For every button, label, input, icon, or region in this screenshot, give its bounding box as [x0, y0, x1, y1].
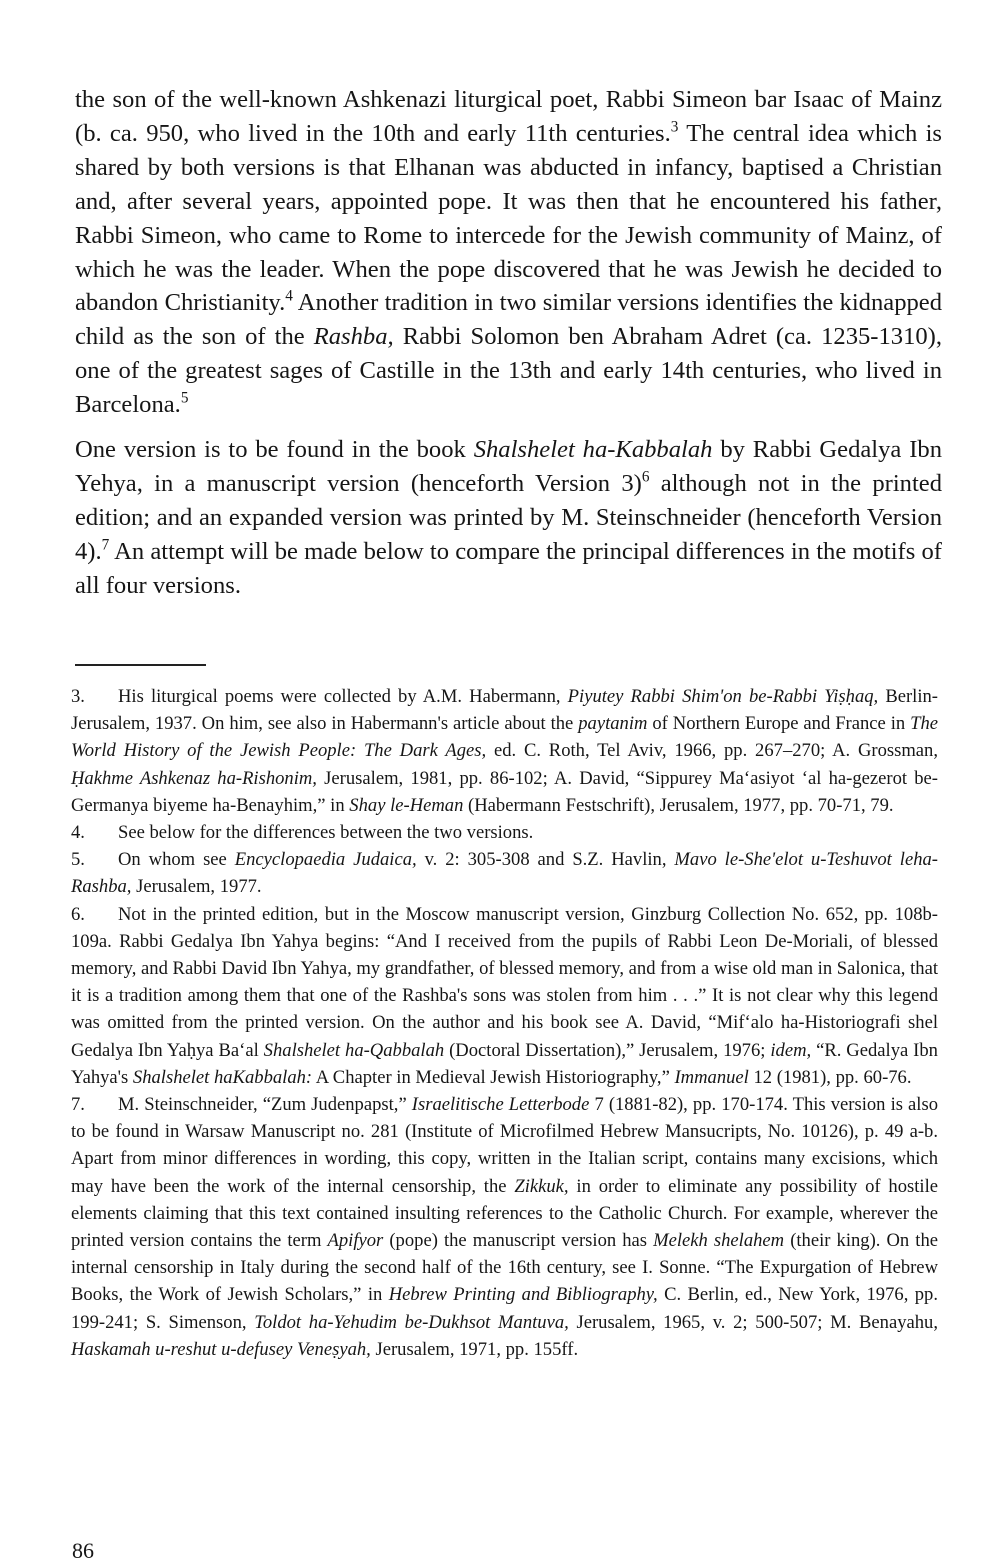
footnote-3: 3. His liturgical poems were collected by A.M. Habermann, Piyutey Rabbi Shim'on be-Rabbi Yiṣḥaq, Berlin-Jerusalem, 1937. On him, see also in Habermann's article about the paytanim of Northern Europe and France in The World History of the Jewish People: The Dark Ages, ed. C. Roth, Tel Aviv, 1966, pp. 267–270; A. Grossman, Ḥakhme Ashkenaz ha-Rishonim, Jerusalem, 1981, pp. 86-102; A. David, “Sippurey Ma‘asiyot ‘al ha-gezerot be-Germanya biyeme ha-Benayhim,” in Shay le-Heman (Habermann Festschrift), Jerusalem, 1977, pp. 70-71, 79.	[71, 686, 939, 816]
footnote-separator	[75, 664, 206, 666]
main-text	[75, 83, 942, 603]
footnote-4: 4. See below for the differences between the two versions.	[71, 822, 534, 844]
footnote-5: 5. On whom see Encyclopaedia Judaica, v. 2: 305-308 and S.Z. Havlin, Mavo le-She'elot u-Teshuvot leha-Rashba, Jerusalem, 1977.	[71, 849, 938, 898]
paragraph-2: One version is to be found in the book Shalshelet ha-Kabbalah by Rabbi Gedalya Ibn Yehya, in a manuscript version (henceforth Version 3)$^6$ although not in the printed edition; and an expanded version was printed by M. Steinschneider (henceforth Version 4).$^7$ An attempt will be made below to compare the principal differences in the motifs of all four versions.	[75, 436, 943, 599]
footnote-7: 7. M. Steinschneider, “Zum Judenpapst,” Israelitische Letterbode 7 (1881-82), pp. 170-174. This version is also to be found in Warsaw Manuscript no. 281 (Institute of Microfilmed Hebrew Mansucripts, No. 10126), p. 49 a-b. Apart from minor differences in wording, this copy, written in the Italian script, contains many excisions, which may have been the work of the internal censorship, the Zikkuk, in order to eliminate any possibility of hostile elements claiming that this text contained insulting references to the Catholic Church. For example, wherever the printed version contains the term Apifyor (pope) the manuscript version has Melekh shelahem (their king). On the internal censorship in Italy during the second half of the 16th century, see I. Sonne. “The Expurgation of Hebrew Books, the Work of Jewish Scholars,” in Hebrew Printing and Bibliography, C. Berlin, ed., New York, 1976, pp. 199-241; S. Simenson, Toldot ha-Yehudim be-Dukhsot Mantuva, Jerusalem, 1965, v. 2; 500-507; M. Benayahu, Haskamah u-reshut u-defusey Veneṣyah, Jerusalem, 1971, pp. 155ff.	[71, 1094, 939, 1360]
paragraph-1: the son of the well-known Ashkenazi liturgical poet, Rabbi Simeon bar Isaac of Mainz (b. ca. 950, who lived in the 10th and early 11th centuries.$^3$ The central idea which is shared by both versions is that Elhanan was abducted in infancy, baptised a Christian and, after several years, appointed pope. It was then that he encountered his father, Rabbi Simeon, who came to Rome to intercede for the Jewish community of Mainz, of which he was the leader. When the pope discovered that he was Jewish he decided to abandon Christianity.$^4$ Another tradition in two similar versions identifies the kidnapped child as the son of the Rashba, Rabbi Solomon ben Abraham Adret (ca. 1235-1310), one of the greatest sages of Castille in the 13th and early 14th centuries, who lived in Barcelona.$^5$	[75, 86, 942, 419]
footnotes	[71, 683, 938, 1363]
footnote-ref-4: 4	[285, 287, 293, 305]
page-number: 86	[72, 1538, 94, 1563]
footnote-ref-7: 7	[101, 536, 110, 554]
footnote-ref-5: 5	[180, 389, 189, 407]
footnote-6: 6. Not in the printed edition, but in the Moscow manuscript version, Ginzburg Collection No. 652, pp. 108b-109a. Rabbi Gedalya Ibn Yahya begins: “And I received from the pupils of Rabbi Leon De-Moriali, of blessed memory, and Rabbi David Ibn Yahya, my grandfather, of blessed memory, and from a wise old man in Salonica, that it is a tradition among them that one of the Rashba's sons was stolen from him . . .” It is not clear why this legend was omitted from the printed version. On the author and his book see A. David, “Mif‘alo ha-Historiografi shel Gedalya Ibn Yaḥya Ba‘al Shalshelet ha-Qabbalah (Doctoral Dissertation),” Jerusalem, 1976; idem, “R. Gedalya Ibn Yahya's Shalshelet haKabbalah: A Chapter in Medieval Jewish Historiography,” Immanuel 12 (1981), pp. 60-76.	[71, 903, 938, 1088]
footnote-ref-3: 3	[670, 118, 679, 136]
footnote-ref-6: 6	[641, 468, 650, 486]
